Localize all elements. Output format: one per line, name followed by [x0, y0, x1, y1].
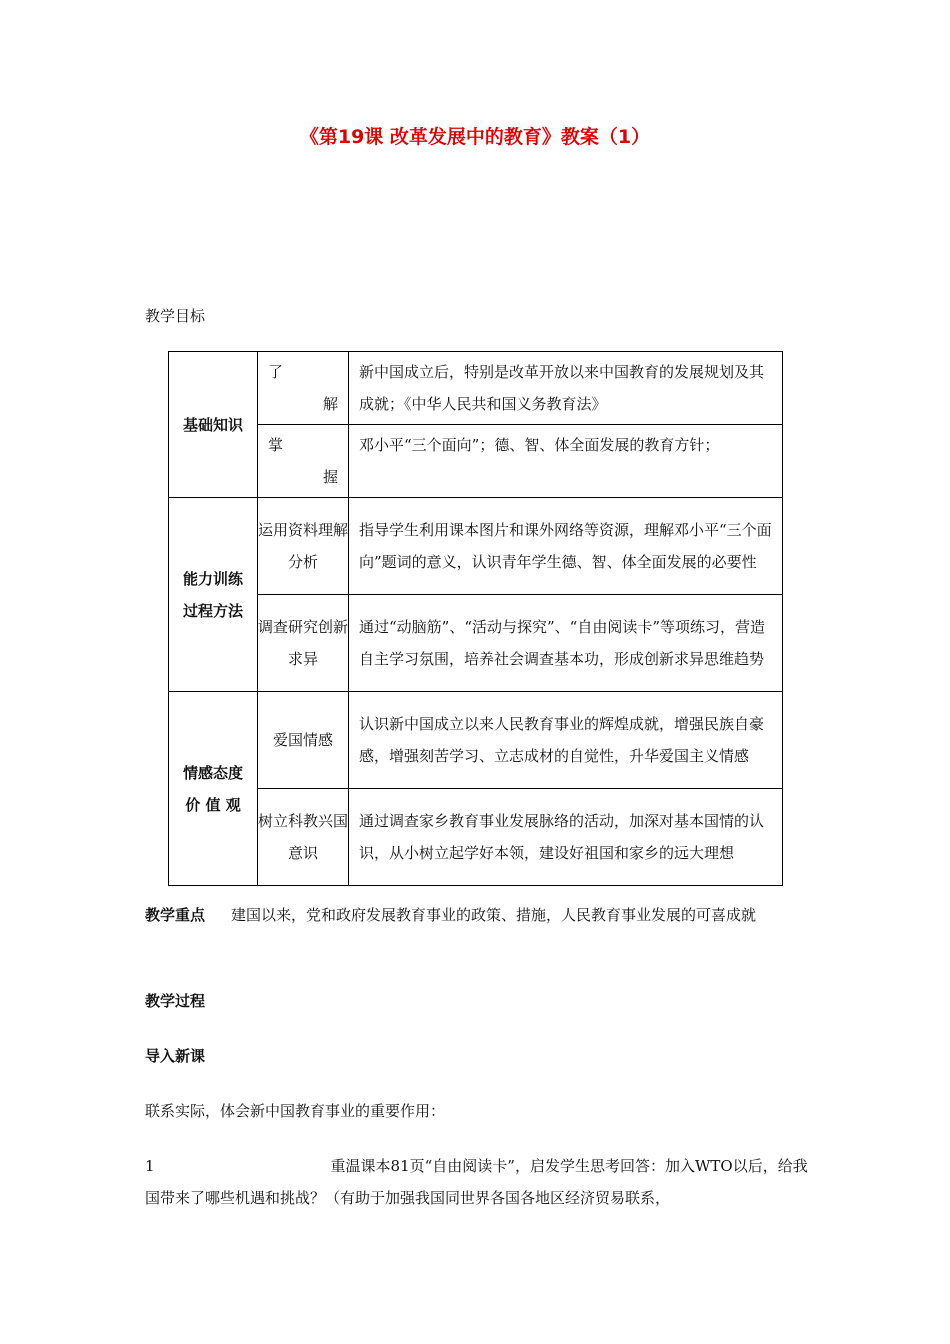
sub-research: 调查研究创新求异: [258, 595, 349, 692]
sub-data-analysis: 运用资料理解分析: [258, 498, 349, 595]
sub-patriotism: 爱国情感: [258, 692, 349, 789]
category-values: 情感态度 价 值 观: [169, 692, 258, 886]
key-point-text: 建国以来，党和政府发展教育事业的政策、措施，人民教育事业发展的可喜成就: [231, 906, 757, 924]
intro-heading: 导入新课: [145, 1047, 206, 1065]
desc-data-analysis: 指导学生利用课本图片和课外网络等资源，理解邓小平“三个面向”题词的意义，认识青年学生德、智、体全面发展的必要性: [349, 498, 783, 595]
list-item-text: 重温课本81页“自由阅读卡”，启发学生思考回答：加入WTO以后，给我国带来了哪些机遇和挑战？（有助于加强我国同世界各国各地区经济贸易联系，: [145, 1157, 808, 1207]
table-row: [169, 595, 783, 692]
list-item-number: 1: [145, 1157, 155, 1175]
desc-science-education: 通过调查家乡教育事业发展脉络的活动，加深对基本国情的认识，从小树立起学好本领，建设好祖国和家乡的远大理想: [349, 789, 783, 886]
category-ability: 能力训练 过程方法: [169, 498, 258, 692]
intro-text: 联系实际，体会新中国教育事业的重要作用：: [145, 1102, 446, 1120]
table-row: [169, 352, 783, 425]
desc-master: 邓小平“三个面向”；德、智、体全面发展的教育方针；: [349, 425, 783, 498]
sub-science-education: 树立科教兴国意识: [258, 789, 349, 886]
sub-master: 掌 握: [258, 425, 349, 498]
category-basic-knowledge: 基础知识: [169, 352, 258, 498]
goals-heading: 教学目标: [145, 307, 206, 325]
key-point-paragraph: [145, 899, 810, 931]
desc-research: 通过“动脑筋”、“活动与探究”、“自由阅读卡”等项练习，营造自主学习氛围，培养社会调查基本功，形成创新求异思维趋势: [349, 595, 783, 692]
table-row: [169, 498, 783, 595]
desc-understand: 新中国成立后，特别是改革开放以来中国教育的发展规划及其成就；《中华人民共和国义务教育法》: [349, 352, 783, 425]
sub-understand: 了 解: [258, 352, 349, 425]
table-row: [169, 692, 783, 789]
table-row: [169, 425, 783, 498]
goals-table: [168, 351, 783, 886]
desc-patriotism: 认识新中国成立以来人民教育事业的辉煌成就，增强民族自豪感，增强刻苦学习、立志成材的自觉性，升华爱国主义情感: [349, 692, 783, 789]
list-item: [145, 1150, 810, 1214]
table-row: [169, 789, 783, 886]
key-point-label: 教学重点: [145, 906, 206, 924]
process-heading: 教学过程: [145, 992, 206, 1010]
document-title: 《第19课 改革发展中的教育》教案（1）: [299, 126, 651, 148]
